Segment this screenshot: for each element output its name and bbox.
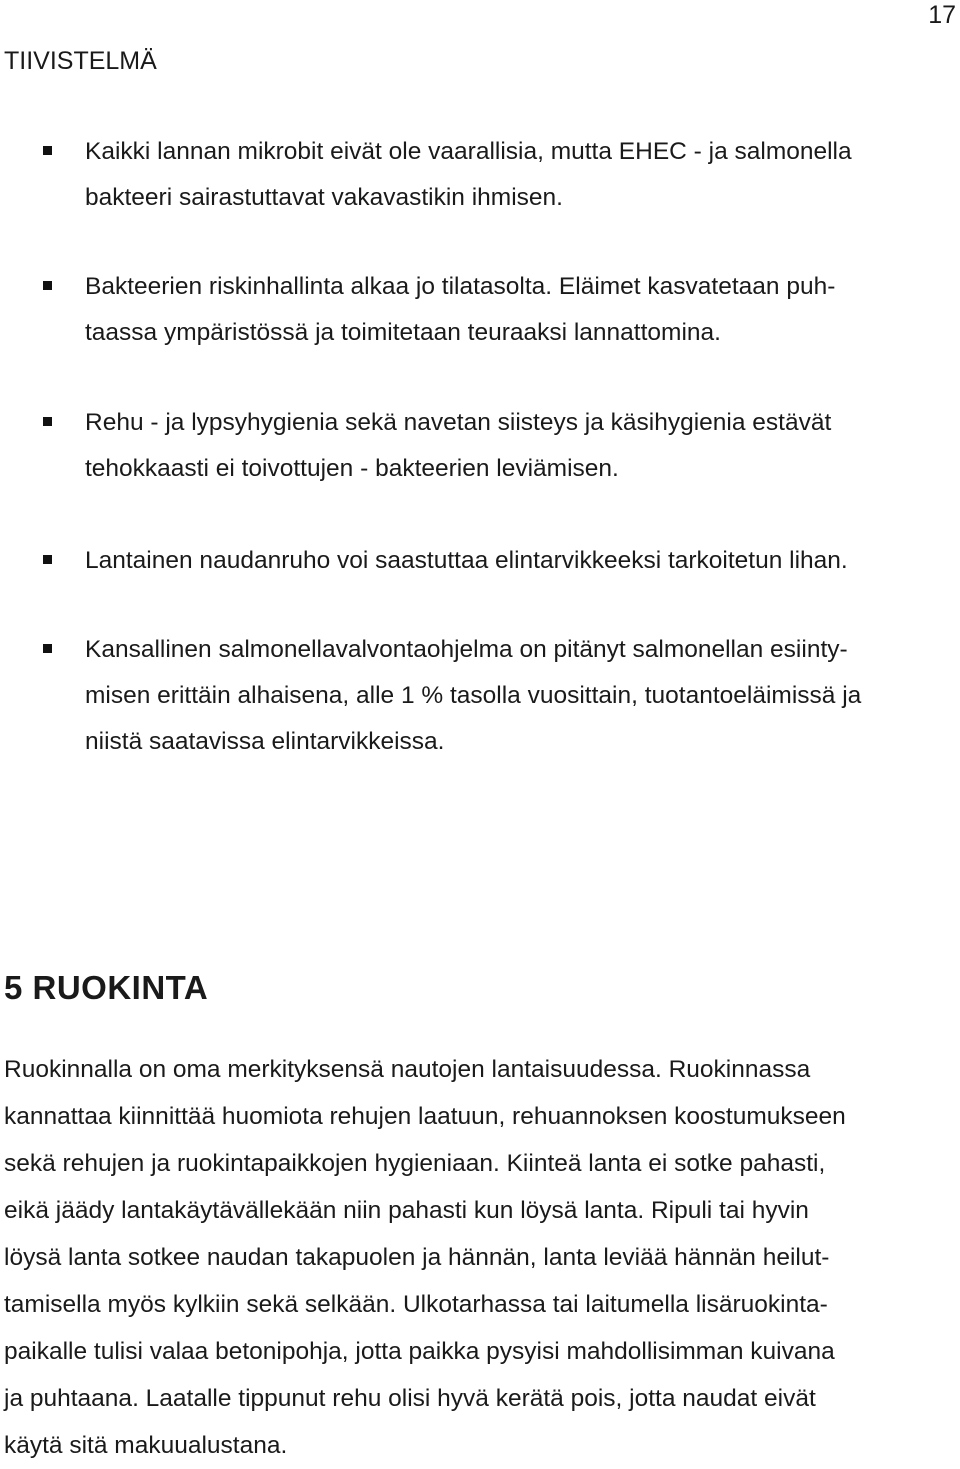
section-heading: 5 RUOKINTA	[4, 969, 209, 1006]
square-bullet-icon	[43, 644, 52, 653]
bullet-text: Rehu - ja lypsyhygienia sekä navetan siisteys ja käsihygienia estävät tehokkaasti ei toivottujen - bakteerien leviämisen.	[85, 409, 832, 482]
square-bullet-icon	[43, 555, 52, 564]
bullet-text: Kaikki lannan mikrobit eivät ole vaarallisia, mutta EHEC - ja salmonella bakteeri sairastuttavat vakavastikin ihmisen.	[85, 138, 852, 211]
square-bullet-icon	[43, 417, 52, 426]
section-paragraph: Ruokinnalla on oma merkityksensä nautojen lantaisuudessa. Ruokinnassa kannattaa kiinnittää huomiota rehujen laatuun, rehuannoksen koostumukseen sekä rehujen ja ruokintapaikkojen hygieniaan. Kiinteä lanta ei sotke pahasti, eikä jäädy lantakäytävällekään niin pahasti kun löysä lanta. Ripuli tai hyvin löysä lanta sotkee naudan takapuolen ja hännän, lanta leviää hännän heilut- tamisella myös kylkiin sekä selkään. Ulkotarhassa tai laitumella lisäruokinta- paikalle tulisi valaa betonipohja, jotta paikka pysyisi mahdollisimman kuivana ja puhtaana. Laatalle tippunut rehu olisi hyvä kerätä pois, jotta naudat eivät käytä sitä makuualustana.	[4, 1056, 846, 1459]
summary-title: TIIVISTELMÄ	[4, 47, 157, 75]
page-number: 17	[928, 1, 956, 29]
bullet-text: Bakteerien riskinhallinta alkaa jo tilatasolta. Eläimet kasvatetaan puh- taassa ympäristössä ja toimitetaan teuraaksi lannattomina.	[85, 273, 836, 346]
square-bullet-icon	[43, 281, 52, 290]
bullet-text: Kansallinen salmonellavalvontaohjelma on pitänyt salmonellan esiinty- misen erittäin alhaisena, alle 1 % tasolla vuosittain, tuotantoeläimissä ja niistä saatavissa elintarvikkeissa.	[85, 636, 862, 755]
bullet-text: Lantainen naudanruho voi saastuttaa elintarvikkeeksi tarkoitetun lihan.	[85, 547, 848, 574]
square-bullet-icon	[43, 146, 52, 155]
